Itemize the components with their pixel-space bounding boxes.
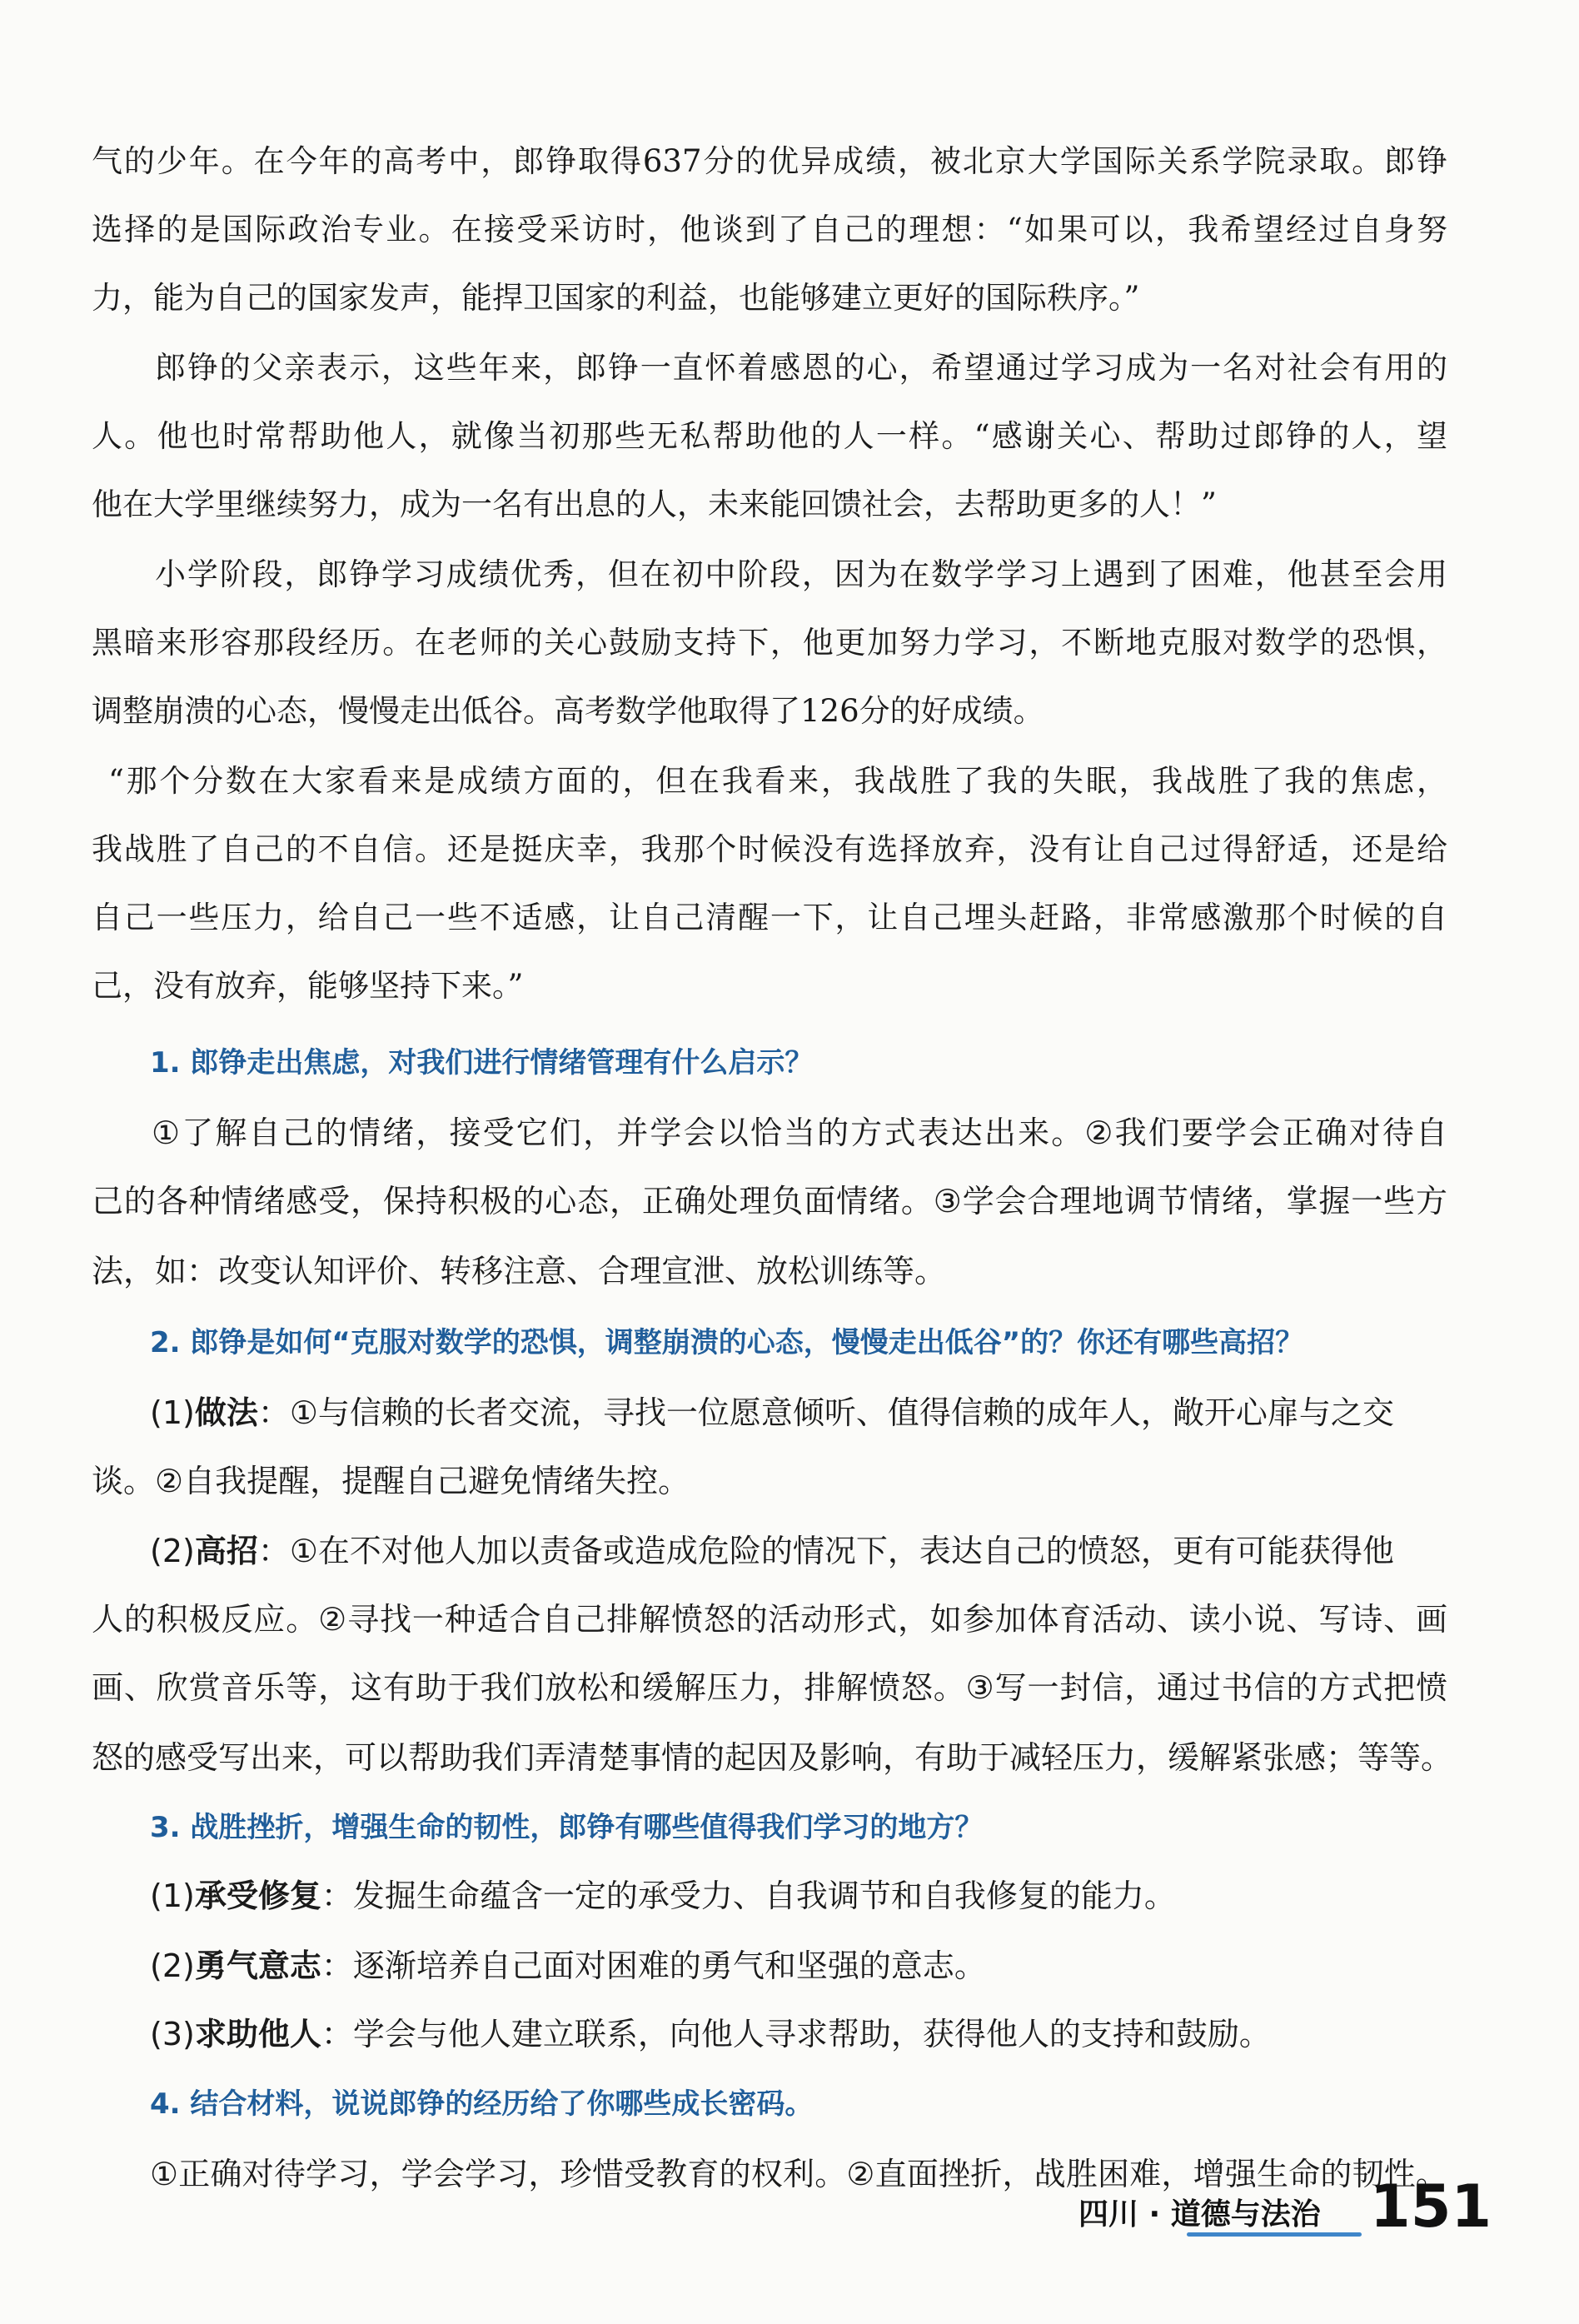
article-line: 人。他也时常帮助他人，就像当初那些无私帮助他的人一样。“感谢关心、帮助过郎铮的人，望 — [92, 418, 1447, 454]
subject-label: 四川 · 道德与法治 — [1078, 2197, 1321, 2232]
answer-line: ①了解自己的情绪，接受它们，并学会以恰当的方式表达出来。②我们要学会正确对待自 — [152, 1115, 1447, 1151]
article-line: 调整崩溃的心态，慢慢走出低谷。高考数学他取得了126分的好成绩。 — [92, 693, 1044, 729]
page-number: 151 — [1370, 2172, 1492, 2241]
answer-line — [150, 2012, 1506, 2056]
item-text: ：①在不对他人加以责备或造成危险的情况下，表达自己的愤怒，更有可能获得他 — [257, 1533, 1394, 1569]
answer-line: 画、欣赏音乐等，这有助于我们放松和缓解压力，排解愤怒。③写一封信，通过书信的方式把愤 — [92, 1669, 1447, 1706]
item-text: ：学会与他人建立联系，向他人寻求帮助，获得他人的支持和鼓励。 — [321, 2016, 1271, 2052]
article-line: 小学阶段，郎铮学习成绩优秀，但在初中阶段，因为在数学学习上遇到了困难，他甚至会用 — [155, 556, 1447, 592]
question-1-title: 1. 郎铮走出焦虑，对我们进行情绪管理有什么启示？ — [150, 1046, 814, 1080]
item-prefix: (2) — [150, 1533, 195, 1569]
answer-line: 人的积极反应。②寻找一种适合自己排解愤怒的活动形式，如参加体育活动、读小说、写诗、画 — [92, 1601, 1447, 1638]
article-line: 己，没有放弃，能够坚持下来。” — [92, 968, 524, 1004]
footer-underline — [1187, 2232, 1362, 2237]
item-prefix: (2) — [150, 1947, 195, 1984]
article-line: “那个分数在大家看来是成绩方面的，但在我看来，我战胜了我的失眠，我战胜了我的焦虑， — [108, 763, 1447, 799]
article-line: 他在大学里继续努力，成为一名有出息的人，未来能回馈社会，去帮助更多的人！” — [92, 486, 1217, 522]
page-footer — [1078, 2172, 1492, 2249]
item-prefix: (1) — [150, 1394, 195, 1431]
question-2-title: 2. 郎铮是如何“克服对数学的恐惧，调整崩溃的心态，慢慢走出低谷”的？你还有哪些高招？ — [150, 1326, 1304, 1359]
answer-line: 法，如：改变认知评价、转移注意、合理宣泄、放松训练等。 — [92, 1253, 947, 1289]
key-term: 求助他人 — [194, 2016, 321, 2052]
item-text: ：发掘生命蕴含一定的承受力、自我调节和自我修复的能力。 — [321, 1878, 1176, 1914]
article-line: 郎铮的父亲表示，这些年来，郎铮一直怀着感恩的心，希望通过学习成为一名对社会有用的 — [155, 350, 1447, 386]
answer-line: 谈。②自我提醒，提醒自己避免情绪失控。 — [92, 1463, 690, 1499]
answer-line — [150, 1529, 1447, 1573]
article-line: 黑暗来形容那段经历。在老师的关心鼓励支持下，他更加努力学习，不断地克服对数学的恐惧， — [92, 625, 1447, 661]
article-line: 自己一些压力，给自己一些不适感，让自己清醒一下，让自己埋头赶路，非常感激那个时候的自 — [92, 900, 1447, 935]
answer-line — [150, 1944, 1506, 1987]
article-line: 选择的是国际政治专业。在接受采访时，他谈到了自己的理想：“如果可以，我希望经过自身努 — [92, 212, 1447, 247]
item-prefix: (3) — [150, 2016, 195, 2052]
item-text: ：①与信赖的长者交流，寻找一位愿意倾听、值得信赖的成年人，敞开心扉与之交 — [257, 1394, 1394, 1431]
answer-line: 怒的感受写出来，可以帮助我们弄清楚事情的起因及影响，有助于减轻压力，缓解紧张感；等等。 — [92, 1739, 1453, 1776]
item-prefix: (1) — [150, 1878, 195, 1914]
answer-line: ①正确对待学习，学会学习，珍惜受教育的权利。②直面挫折，战胜困难，增强生命的韧性。 — [150, 2156, 1447, 2192]
answer-line — [150, 1391, 1447, 1434]
answer-line — [150, 1874, 1506, 1918]
key-term: 做法 — [194, 1394, 258, 1431]
question-4-title: 4. 结合材料，说说郎铮的经历给了你哪些成长密码。 — [150, 2087, 814, 2121]
key-term: 勇气意志 — [194, 1947, 321, 1984]
answer-line: 己的各种情绪感受，保持积极的心态，正确处理负面情绪。③学会合理地调节情绪，掌握一些方 — [92, 1183, 1447, 1219]
article-line: 力，能为自己的国家发声，能捍卫国家的利益，也能够建立更好的国际秩序。” — [92, 280, 1140, 316]
item-text: ：逐渐培养自己面对困难的勇气和坚强的意志。 — [321, 1947, 986, 1984]
article-line: 气的少年。在今年的高考中，郎铮取得637分的优异成绩，被北京大学国际关系学院录取。郎铮 — [92, 143, 1447, 179]
key-term: 承受修复 — [194, 1878, 321, 1914]
question-3-title: 3. 战胜挫折，增强生命的韧性，郎铮有哪些值得我们学习的地方？ — [150, 1811, 984, 1844]
key-term: 高招 — [194, 1533, 258, 1569]
article-line: 我战胜了自己的不自信。还是挺庆幸，我那个时候没有选择放弃，没有让自己过得舒适，还是给 — [92, 831, 1447, 867]
